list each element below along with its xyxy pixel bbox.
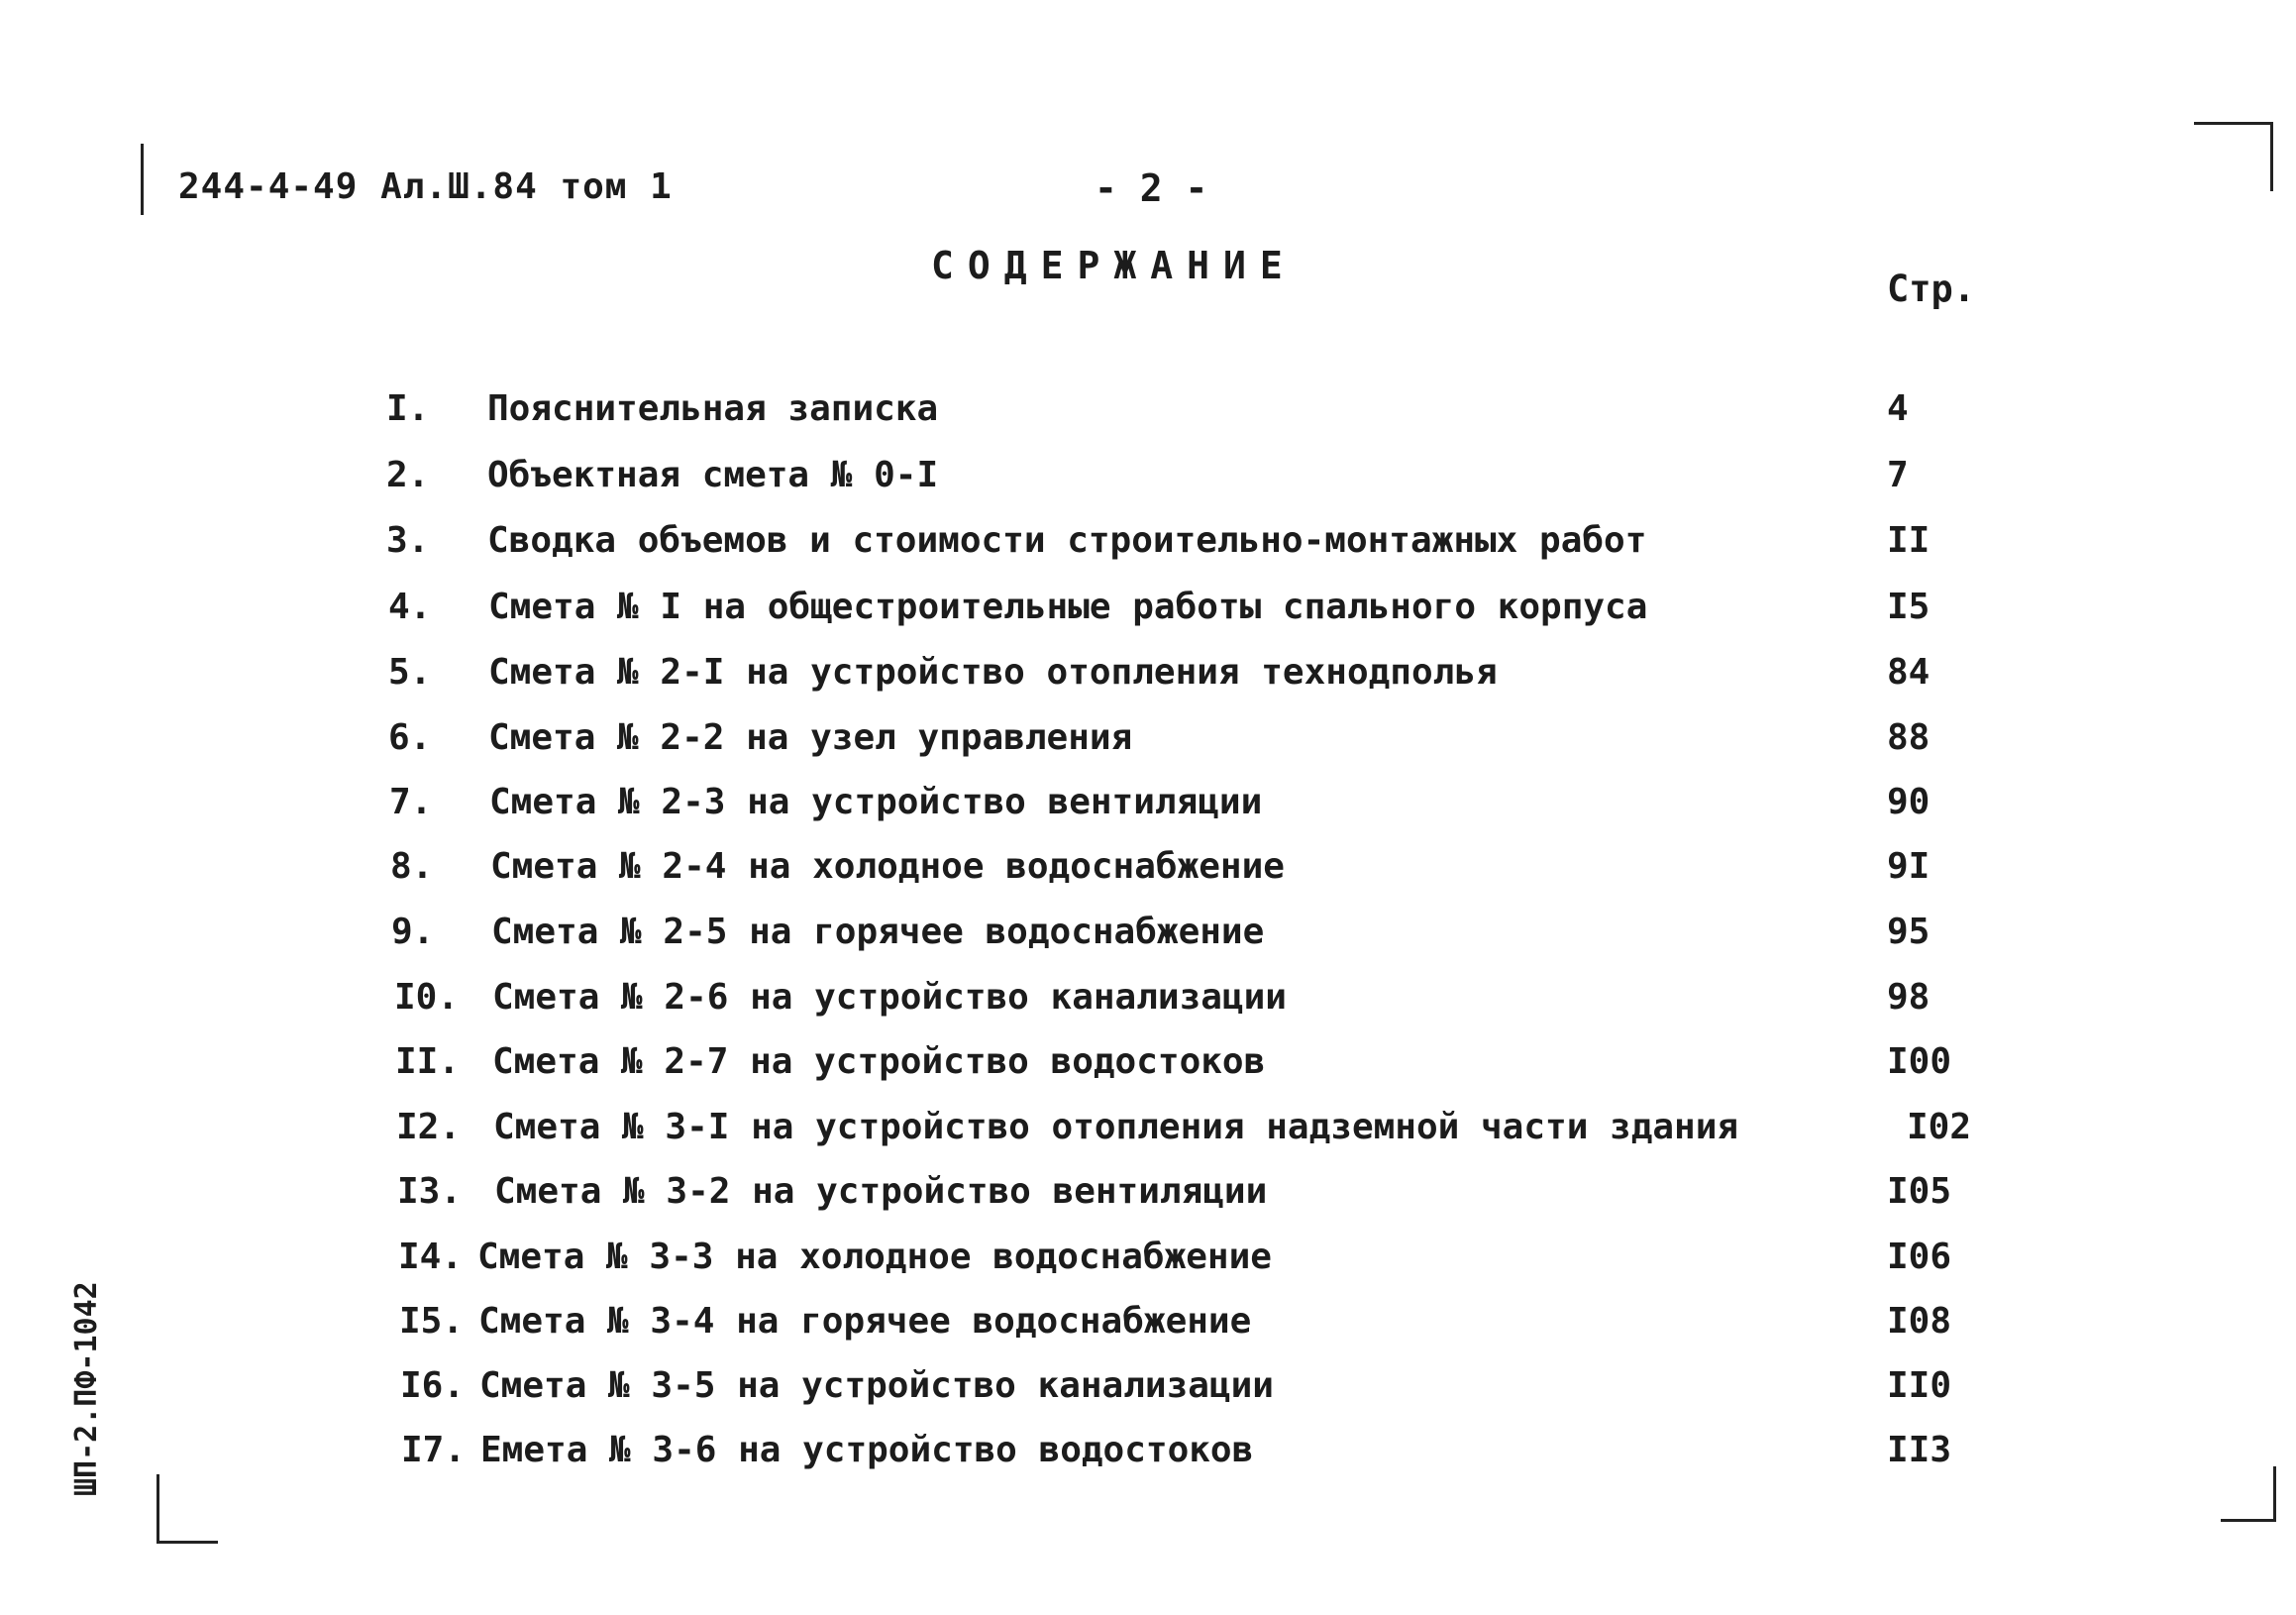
toc-item-page: 90 — [1887, 782, 1931, 822]
toc-item-number: II. — [395, 1041, 461, 1082]
toc-item-page: II3 — [1887, 1430, 1952, 1470]
top-right-corner-horizontal — [2194, 122, 2273, 125]
list-item — [0, 977, 2296, 1026]
toc-item-number: I3. — [397, 1171, 463, 1212]
toc-item-number: 3. — [386, 520, 430, 561]
toc-item-title: Пояснительная записка — [487, 388, 939, 429]
toc-item-title: Смета № 2-7 на устройство водостоков — [492, 1041, 1266, 1082]
toc-item-page: 84 — [1887, 652, 1931, 693]
toc-item-number: 7. — [389, 782, 433, 822]
toc-item-page: I00 — [1887, 1041, 1952, 1082]
list-item — [0, 846, 2296, 896]
toc-item-page: 9I — [1887, 846, 1931, 887]
left-margin-tick — [141, 144, 144, 215]
list-item — [0, 717, 2296, 767]
toc-item-number: 6. — [388, 717, 432, 758]
list-item — [0, 520, 2296, 570]
toc-item-title: Смета № 2-4 на холодное водоснабжение — [490, 846, 1285, 887]
toc-item-page: I5 — [1887, 587, 1931, 627]
toc-item-number: I0. — [394, 977, 460, 1018]
list-item — [0, 1365, 2296, 1415]
toc-item-title: Смета № 2-2 на узел управления — [488, 717, 1133, 758]
toc-item-page: 4 — [1887, 388, 1909, 429]
page-title: СОДЕРЖАНИЕ — [931, 244, 1297, 287]
toc-item-page: 95 — [1887, 912, 1931, 952]
toc-item-title: Смета № 2-3 на устройство вентиляции — [489, 782, 1263, 822]
document-code: 244-4-49 Ал.Ш.84 том 1 — [178, 166, 673, 207]
toc-item-number: 5. — [388, 652, 432, 693]
toc-item-page: II — [1887, 520, 1931, 561]
toc-item-number: 9. — [391, 912, 435, 952]
bottom-right-corner-horizontal — [2221, 1519, 2276, 1522]
toc-item-title: Сводка объемов и стоимости строительно-монтажных работ — [487, 520, 1647, 561]
toc-item-title: Емета № 3-6 на устройство водостоков — [480, 1430, 1254, 1470]
toc-item-title: Смета № I на общестроительные работы спального корпуса — [488, 587, 1648, 627]
bottom-left-corner-horizontal — [157, 1541, 218, 1544]
toc-item-title: Смета № 3-3 на холодное водоснабжение — [477, 1237, 1272, 1277]
list-item — [0, 1041, 2296, 1091]
toc-item-page: 98 — [1887, 977, 1931, 1018]
toc-item-number: I6. — [400, 1365, 466, 1406]
list-item — [0, 455, 2296, 504]
toc-item-page: 88 — [1887, 717, 1931, 758]
list-item — [0, 652, 2296, 701]
page-column-header: Стр. — [1887, 268, 1976, 310]
toc-item-number: I4. — [398, 1237, 464, 1277]
toc-item-page: I05 — [1887, 1171, 1952, 1212]
toc-item-number: I. — [386, 388, 430, 429]
toc-item-title: Смета № 3-4 на горячее водоснабжение — [478, 1301, 1252, 1342]
list-item — [0, 587, 2296, 636]
toc-item-page: I06 — [1887, 1237, 1952, 1277]
toc-item-number: I2. — [396, 1107, 462, 1147]
toc-item-page: 7 — [1887, 455, 1909, 495]
top-right-corner-vertical — [2270, 122, 2273, 191]
page-number: - 2 - — [1095, 166, 1208, 210]
list-item — [0, 388, 2296, 438]
toc-item-title: Смета № 2-5 на горячее водоснабжение — [491, 912, 1265, 952]
toc-item-page: II0 — [1887, 1365, 1952, 1406]
toc-item-number: I7. — [401, 1430, 467, 1470]
toc-item-number: 4. — [388, 587, 432, 627]
toc-item-title: Смета № 3-2 на устройство вентиляции — [494, 1171, 1268, 1212]
toc-item-page: I02 — [1907, 1107, 1972, 1147]
list-item — [0, 1301, 2296, 1350]
list-item — [0, 912, 2296, 961]
toc-item-title: Смета № 3-5 на устройство канализации — [479, 1365, 1274, 1406]
toc-item-title: Смета № 3-I на устройство отопления надземной части здания — [493, 1107, 1739, 1147]
toc-item-number: 8. — [390, 846, 434, 887]
list-item — [0, 782, 2296, 831]
list-item — [0, 1237, 2296, 1286]
list-item — [0, 1430, 2296, 1479]
list-item — [0, 1107, 2296, 1156]
toc-item-title: Смета № 2-I на устройство отопления технодполья — [488, 652, 1498, 693]
toc-item-title: Объектная смета № 0-I — [487, 455, 939, 495]
side-stamp: ШП-2.ПФ-1042 — [69, 1281, 104, 1496]
list-item — [0, 1171, 2296, 1221]
toc-item-page: I08 — [1887, 1301, 1952, 1342]
bottom-left-corner-vertical — [157, 1474, 159, 1544]
toc-item-number: 2. — [386, 455, 430, 495]
toc-item-number: I5. — [399, 1301, 465, 1342]
toc-item-title: Смета № 2-6 на устройство канализации — [492, 977, 1287, 1018]
